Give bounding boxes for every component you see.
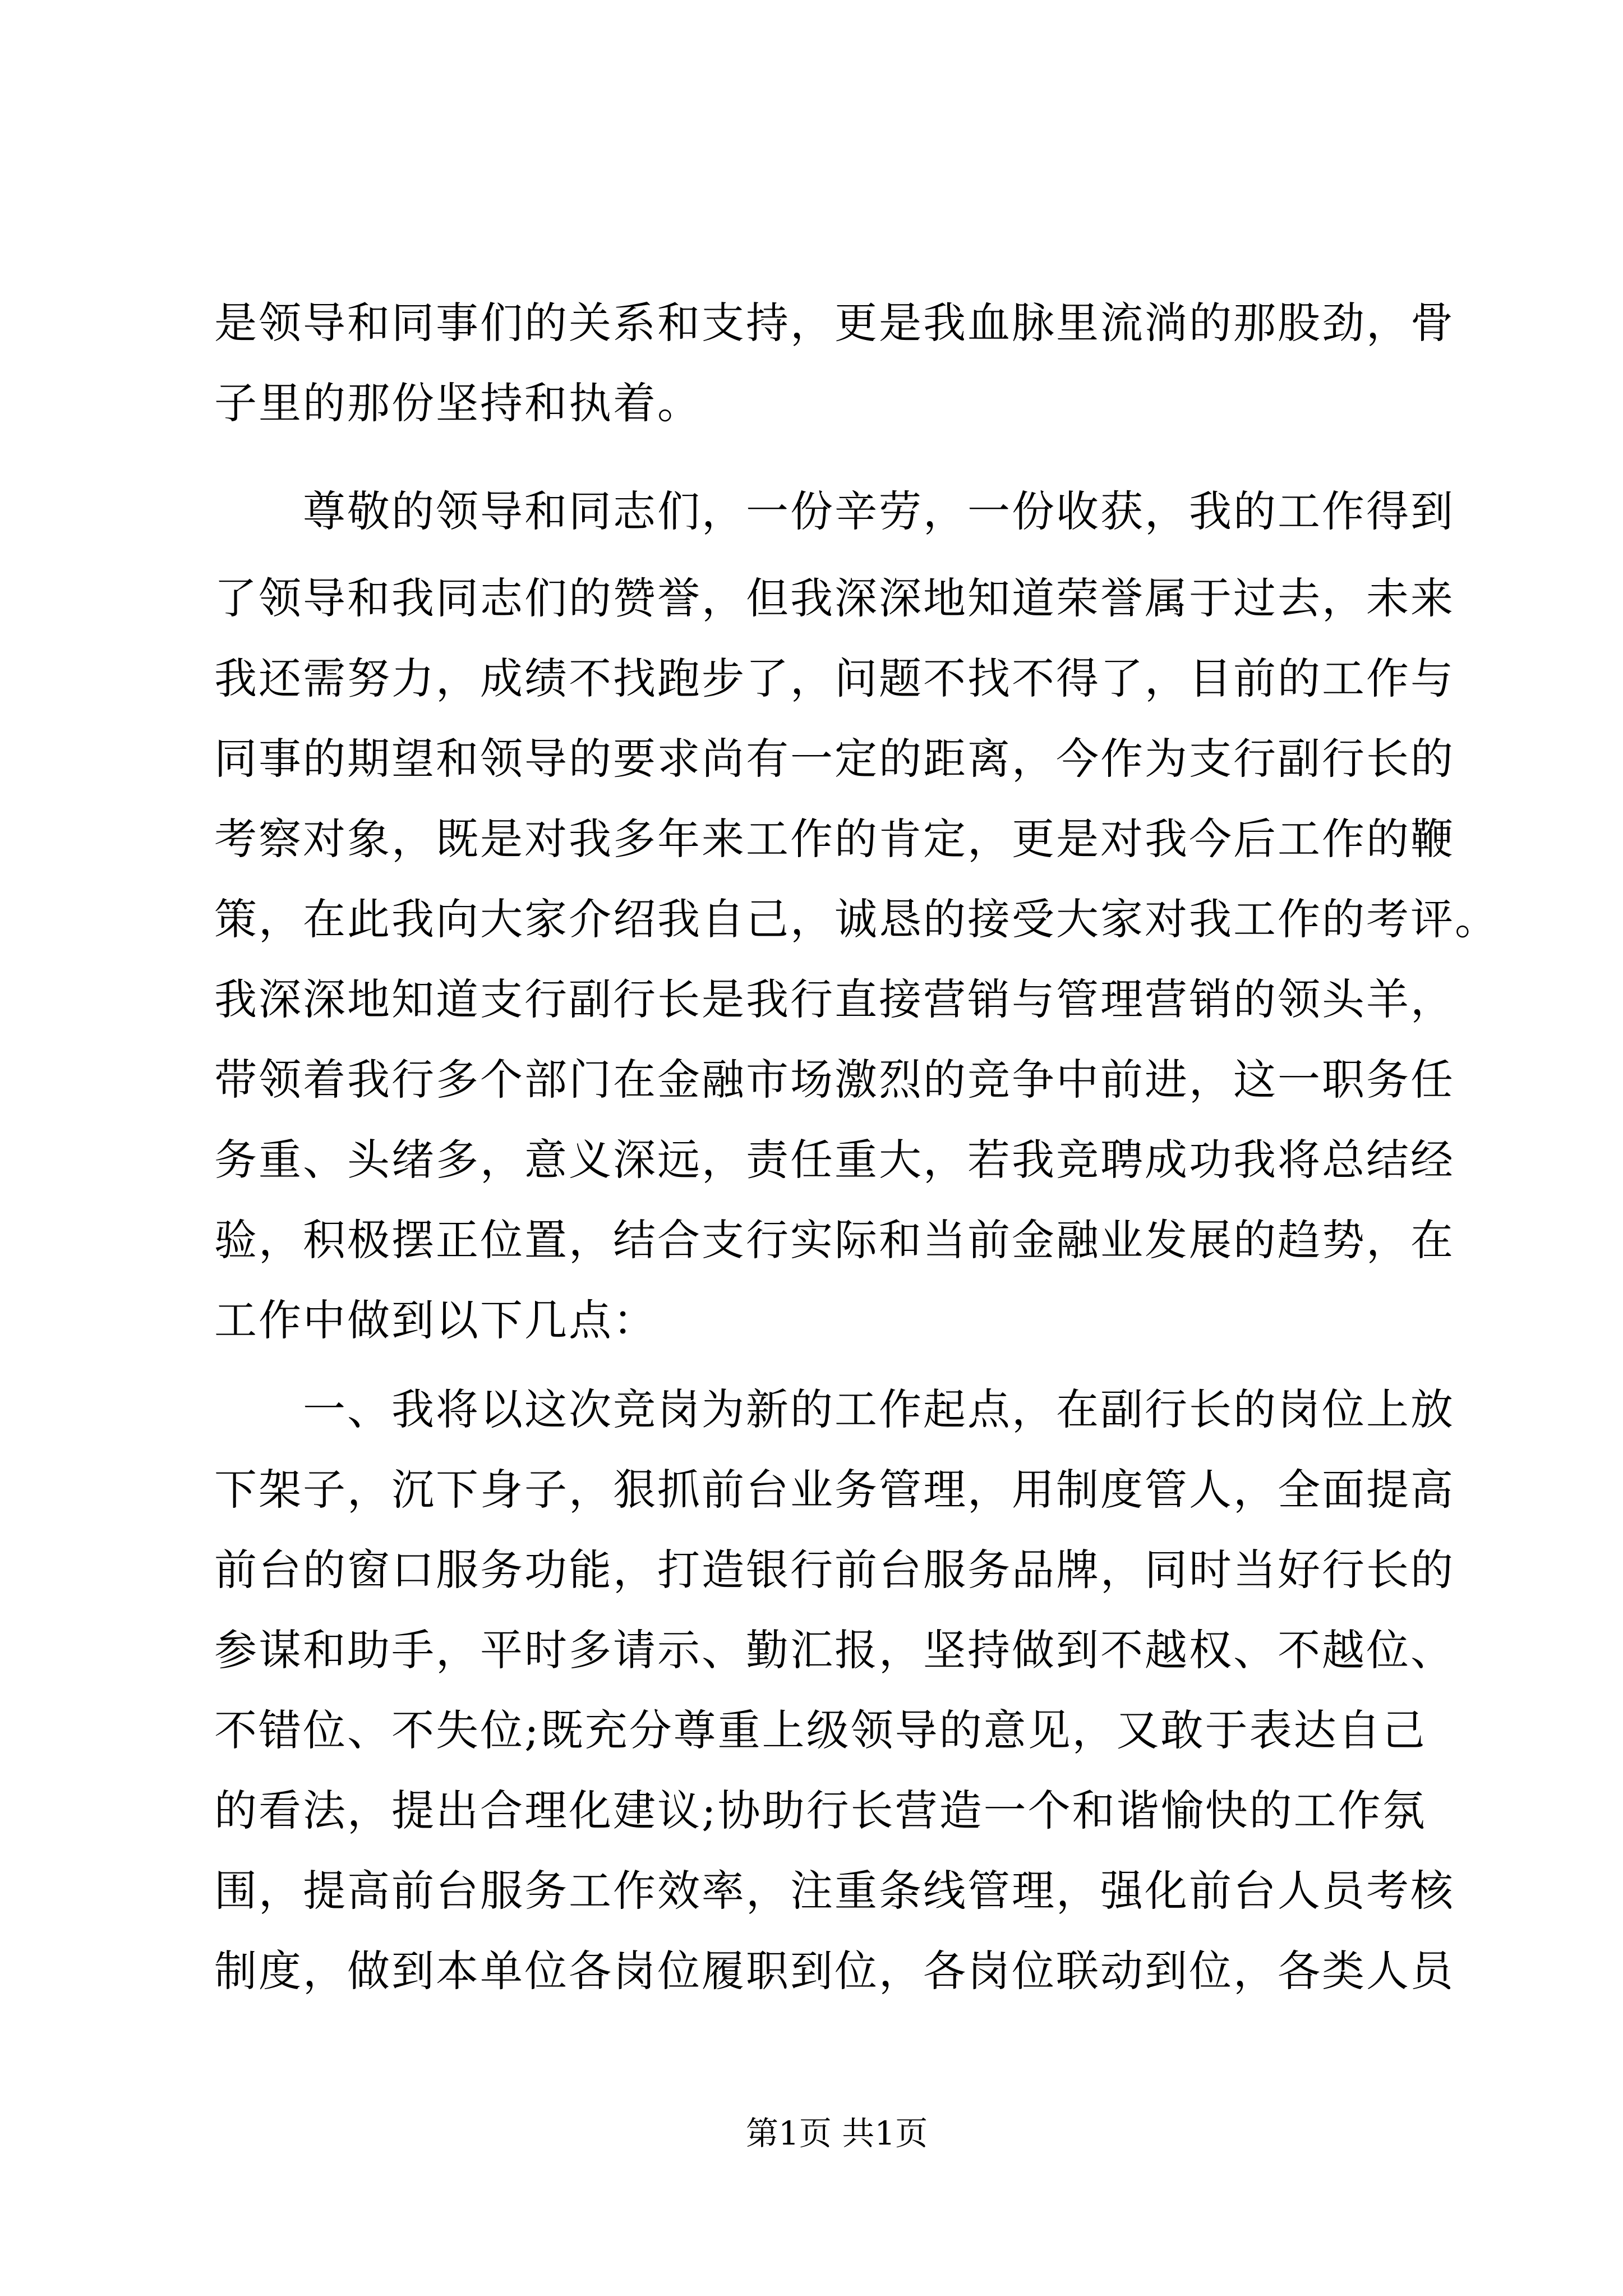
- text-line: 我深深地知道支行副行长是我行直接营销与管理营销的领头羊，: [214, 974, 1455, 1024]
- text-line: 策，在此我向大家介绍我自己，诚恳的接受大家对我工作的考评。: [214, 894, 1499, 944]
- text-line: 同事的期望和领导的要求尚有一定的距离，今作为支行副行长的: [214, 734, 1455, 784]
- text-line: 制度，做到本单位各岗位履职到位，各岗位联动到位，各类人员: [214, 1946, 1455, 1996]
- page-footer: 第1页 共1页: [746, 2114, 928, 2152]
- text-line: 考察对象，既是对我多年来工作的肯定，更是对我今后工作的鞭: [214, 814, 1455, 864]
- text-line: 验，积极摆正位置，结合支行实际和当前金融业发展的趋势，在: [214, 1215, 1455, 1265]
- text-line: 工作中做到以下几点：: [214, 1295, 657, 1345]
- text-line: 一、我将以这次竞岗为新的工作起点，在副行长的岗位上放: [303, 1384, 1455, 1434]
- text-line: 不错位、不失位;既充分尊重上级领导的意见，又敢于表达自己: [214, 1705, 1427, 1755]
- text-line: 我还需努力，成绩不找跑步了，问题不找不得了，目前的工作与: [214, 654, 1455, 703]
- text-line: 前台的窗口服务功能，打造银行前台服务品牌，同时当好行长的: [214, 1545, 1455, 1595]
- text-line: 下架子，沉下身子，狠抓前台业务管理，用制度管人，全面提高: [214, 1465, 1455, 1515]
- text-line: 的看法，提出合理化建议;协助行长营造一个和谐愉快的工作氛: [214, 1786, 1427, 1835]
- text-line: 围，提高前台服务工作效率，注重条线管理，强化前台人员考核: [214, 1866, 1455, 1916]
- text-line: 了领导和我同志们的赞誉，但我深深地知道荣誉属于过去，未来: [214, 573, 1455, 623]
- text-line: 参谋和助手，平时多请示、勤汇报，坚持做到不越权、不越位、: [214, 1625, 1455, 1675]
- text-line: 是领导和同事们的关系和支持，更是我血脉里流淌的那股劲，骨: [214, 298, 1455, 348]
- text-line: 务重、头绪多，意义深远，责任重大，若我竞聘成功我将总结经: [214, 1135, 1455, 1185]
- text-line: 尊敬的领导和同志们，一份辛劳，一份收获，我的工作得到: [303, 486, 1455, 536]
- text-line: 带领着我行多个部门在金融市场激烈的竞争中前进，这一职务任: [214, 1055, 1455, 1105]
- text-line: 子里的那份坚持和执着。: [214, 378, 702, 428]
